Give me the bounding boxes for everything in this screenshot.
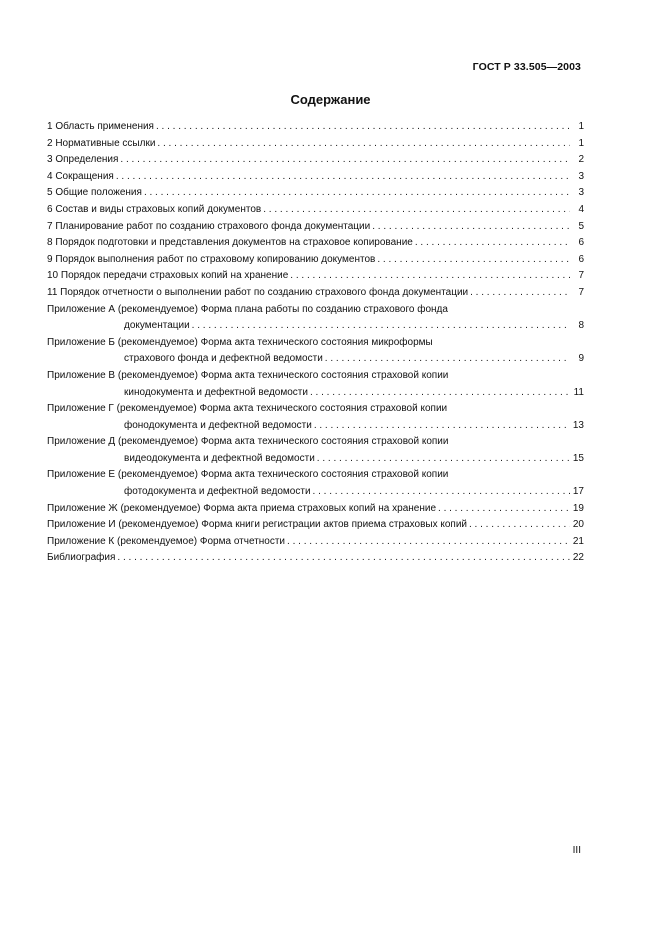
dot-leader (377, 252, 570, 269)
toc-entry (47, 152, 584, 169)
toc-appendix-title: Приложение Б (рекомендуемое) Форма акта технического состояния микроформы (47, 336, 433, 348)
toc-entry (47, 235, 584, 252)
toc-appendix-line1 (47, 302, 584, 319)
toc-entry-title: видеодокумента и дефектной ведомости (124, 452, 315, 464)
dot-leader (287, 534, 570, 551)
toc-entry (47, 534, 584, 551)
toc-entry-page: 1 (578, 137, 584, 149)
toc-entry-title: страхового фонда и дефектной ведомости (124, 353, 323, 365)
toc-entry (47, 351, 584, 368)
toc-entry-page: 22 (572, 552, 584, 564)
toc-entry-title: 10 Порядок передачи страховых копий на хранение (47, 270, 289, 282)
toc-entry (47, 285, 584, 302)
dot-leader (157, 136, 570, 153)
toc-entry-page: 7 (578, 270, 584, 282)
toc-entry-title: Приложение Ж (рекомендуемое) Форма акта приема страховых копий на хранение (47, 502, 437, 514)
toc-appendix-entry (47, 467, 584, 500)
toc-entry (47, 185, 584, 202)
dot-leader (415, 235, 570, 252)
toc-entry (47, 136, 584, 153)
toc-entry-page: 4 (578, 203, 584, 215)
table-of-contents (47, 119, 584, 567)
toc-entry-page: 3 (578, 187, 584, 199)
dot-leader (469, 517, 570, 534)
dot-leader (116, 169, 570, 186)
toc-appendix-title: Приложение А (рекомендуемое) Форма плана работы по созданию страхового фонда (47, 303, 448, 315)
toc-entry-title: фонодокумента и дефектной ведомости (124, 419, 312, 431)
toc-entry (47, 550, 584, 567)
dot-leader (470, 285, 570, 302)
dot-leader (372, 219, 570, 236)
document-code: ГОСТ Р 33.505—2003 (472, 61, 581, 73)
toc-entry-page: 9 (578, 353, 584, 365)
page-number: III (572, 845, 581, 856)
dot-leader (263, 202, 570, 219)
toc-entry-page: 20 (572, 519, 584, 531)
toc-entry-title: 9 Порядок выполнения работ по страховому копированию документов (47, 253, 376, 265)
toc-appendix-line1 (47, 401, 584, 418)
toc-entry-title: 3 Определения (47, 154, 119, 166)
dot-leader (144, 185, 570, 202)
dot-leader (120, 152, 570, 169)
dot-leader (438, 501, 570, 518)
toc-entry (47, 318, 584, 335)
toc-entry (47, 268, 584, 285)
toc-entry-title: документации (124, 320, 190, 332)
toc-entry-page: 7 (578, 286, 584, 298)
toc-entry-page: 13 (572, 419, 584, 431)
toc-entry (47, 169, 584, 186)
toc-entry-title: Библиография (47, 552, 116, 564)
toc-entry-title: 4 Сокращения (47, 170, 114, 182)
toc-appendix-line1 (47, 335, 584, 352)
toc-entry (47, 252, 584, 269)
toc-entry-page: 17 (572, 486, 584, 498)
toc-entry-title: Приложение И (рекомендуемое) Форма книги регистрации актов приема страховых копий (47, 519, 467, 531)
toc-entry (47, 451, 584, 468)
toc-appendix-title: Приложение В (рекомендуемое) Форма акта технического состояния страховой копии (47, 369, 449, 381)
toc-entry-title: 11 Порядок отчетности о выполнении работ по созданию страхового фонда документации (47, 286, 469, 298)
toc-appendix-entry (47, 368, 584, 401)
toc-entry (47, 517, 584, 534)
toc-entry-page: 15 (572, 452, 584, 464)
toc-appendix-entry (47, 434, 584, 467)
toc-entry-page: 2 (578, 154, 584, 166)
toc-entry-title: 7 Планирование работ по созданию страхового фонда документации (47, 220, 371, 232)
toc-entry (47, 418, 584, 435)
toc-entry (47, 202, 584, 219)
toc-entry-page: 21 (572, 535, 584, 547)
page-title: Содержание (290, 92, 371, 107)
toc-entry-title: 1 Область применения (47, 121, 154, 132)
dot-leader (156, 119, 570, 136)
toc-entry-page: 1 (578, 121, 584, 132)
dot-leader (317, 451, 570, 468)
toc-entry (47, 501, 584, 518)
toc-entry-page: 3 (578, 170, 584, 182)
dot-leader (192, 318, 570, 335)
toc-appendix-title: Приложение Е (рекомендуемое) Форма акта технического состояния страховой копии (47, 469, 449, 481)
toc-entry-page: 6 (578, 253, 584, 265)
dot-leader (117, 550, 570, 567)
toc-appendix-entry (47, 335, 584, 368)
toc-entry-page: 5 (578, 220, 584, 232)
toc-entry-title: фотодокумента и дефектной ведомости (124, 486, 311, 498)
toc-entry-title: Приложение К (рекомендуемое) Форма отчетности (47, 535, 286, 547)
dot-leader (314, 418, 570, 435)
toc-appendix-line1 (47, 467, 584, 484)
toc-entry-title: 6 Состав и виды страховых копий документов (47, 203, 262, 215)
dot-leader (310, 385, 570, 402)
toc-entry-page: 11 (573, 386, 584, 398)
toc-appendix-title: Приложение Г (рекомендуемое) Форма акта технического состояния страховой копии (47, 403, 448, 415)
dot-leader (325, 351, 570, 368)
dot-leader (313, 484, 570, 501)
toc-entry-page: 6 (578, 237, 584, 249)
toc-entry (47, 119, 584, 136)
toc-appendix-entry (47, 401, 584, 434)
toc-entry-page: 8 (578, 320, 584, 332)
dot-leader (290, 268, 570, 285)
toc-entry-title: 5 Общие положения (47, 187, 142, 199)
toc-entry (47, 219, 584, 236)
toc-entry (47, 385, 584, 402)
toc-appendix-title: Приложение Д (рекомендуемое) Форма акта технического состояния страховой копии (47, 436, 449, 448)
toc-entry-title: 2 Нормативные ссылки (47, 137, 156, 149)
toc-entry (47, 484, 584, 501)
toc-entry-page: 19 (572, 502, 584, 514)
toc-entry-title: кинодокумента и дефектной ведомости (124, 386, 308, 398)
toc-appendix-line1 (47, 434, 584, 451)
toc-entry-title: 8 Порядок подготовки и представления документов на страховое копирование (47, 237, 413, 249)
toc-appendix-line1 (47, 368, 584, 385)
toc-appendix-entry (47, 302, 584, 335)
